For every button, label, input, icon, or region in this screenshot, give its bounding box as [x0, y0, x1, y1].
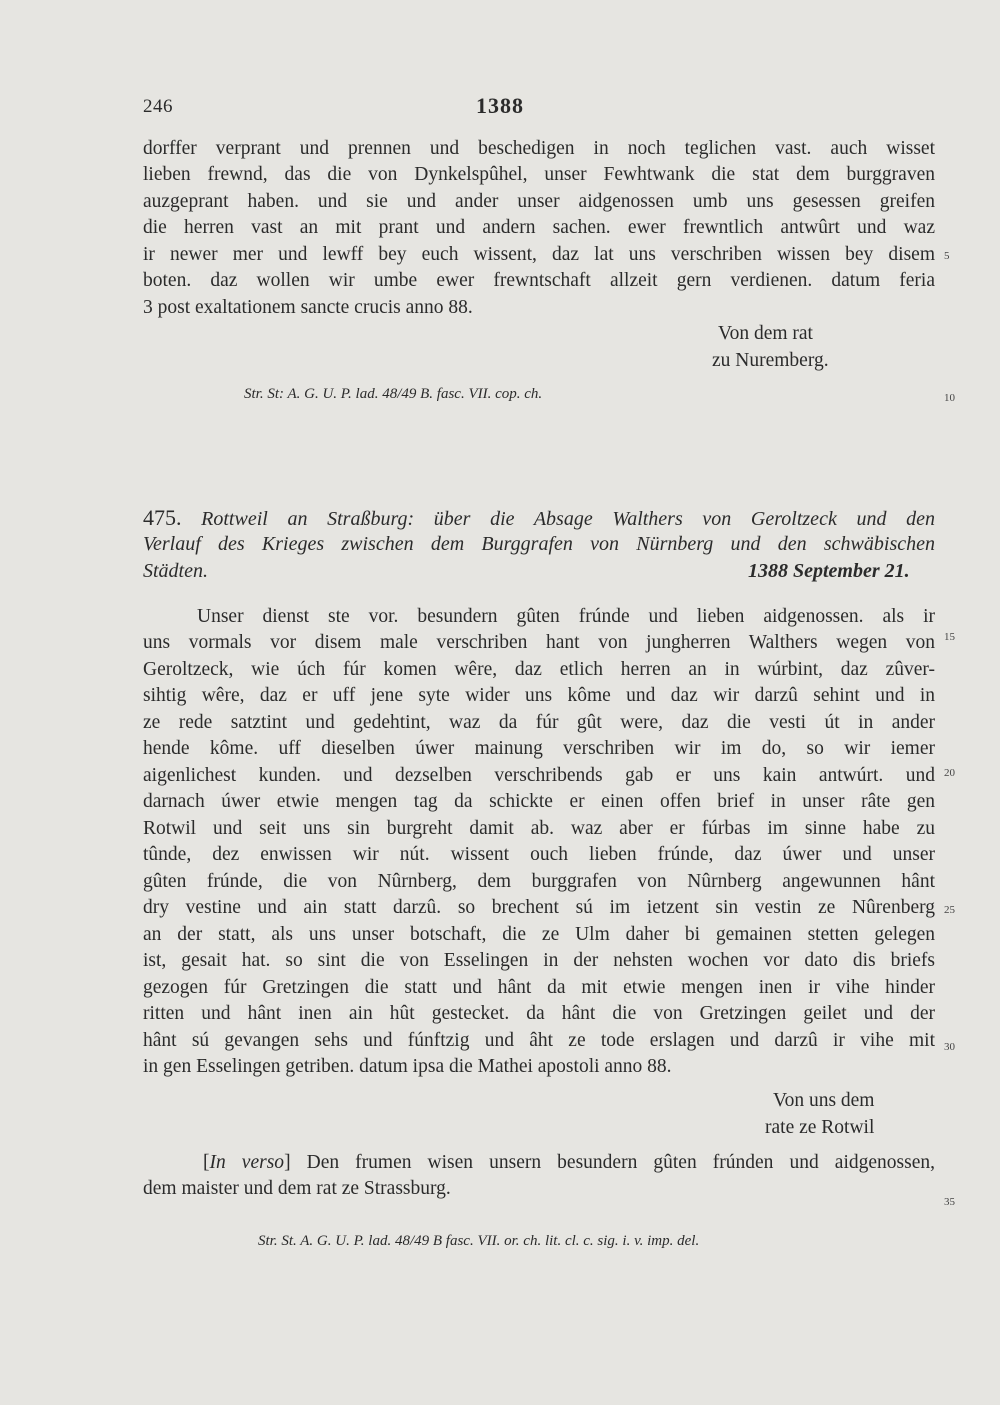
running-head-year: 1388 — [476, 93, 524, 118]
verso-text: Den frumen wisen unsern besundern gûten frúnden und aidgenossen, — [306, 1152, 935, 1173]
text-line: an der statt, als uns unser botschaft, die ze Ulm daher bi gemainen stetten gelegen — [143, 924, 935, 945]
source-citation: Str. St. A. G. U. P. lad. 48/49 B fasc. VII. or. ch. lit. cl. c. sig. i. v. imp. del. — [258, 1233, 700, 1249]
document-heading-line-1 — [143, 504, 935, 533]
heading-text: Städten. — [143, 560, 208, 582]
text-line: dorffer verprant und prennen und beschedigen in noch teglichen vast. auch wisset — [143, 138, 935, 159]
text-line: ist, gesait hat. so sint die von Esselingen in der nehsten wochen vor dato dis briefs — [143, 950, 935, 971]
text-line: dry vestine und ain statt darzû. so brechent sú im ietzent sin vestin ze Nûrenberg — [143, 897, 935, 918]
heading-text: Rottweil an Straßburg: über die Absage Walthers von Geroltzeck und den — [201, 508, 935, 530]
page-number: 246 — [143, 96, 173, 117]
text-line: die herren vast an mit prant und andern sachen. ewer frewntlich antwûrt und waz — [143, 217, 935, 238]
line-number: 5 — [944, 250, 950, 262]
signature-line: rate ze Rotwil — [765, 1117, 875, 1138]
text-line: lieben frewnd, das die von Dynkelspûhel, unser Fewhtwank die stat dem burggraven — [143, 164, 935, 185]
verso-line-1: [In verso] Den frumen wisen unsern besundern gûten frúnden und aidgenossen, — [203, 1152, 935, 1173]
text-line: sihtig wêre, daz er uff jene syte wider uns kôme und daz wir darzû sehint und in — [143, 685, 935, 706]
document-date: 1388 September 21. — [748, 560, 910, 582]
signature-line: Von uns dem — [773, 1090, 875, 1111]
text-line: hânt sú gevangen sehs und fúnftzig und âht ze tode erslagen und darzû ir vihe mit — [143, 1030, 935, 1051]
text-line: ir newer mer und lewff bey euch wissent, daz lat uns verschriben wissen bey disem — [143, 244, 935, 265]
signature-line: Von dem rat — [718, 323, 813, 344]
text-line: aigenlichest kunden. und dezselben verschribends gab er uns kain antwúrt. und — [143, 765, 935, 786]
text-line: hende kôme. uff dieselben úwer mainung verschriben wir im do, so wir iemer — [143, 738, 935, 759]
verso-label: In verso — [209, 1152, 285, 1173]
line-number: 10 — [944, 392, 955, 404]
text-line: Unser dienst ste vor. besundern gûten frúnde und lieben aidgenossen. als ir — [197, 606, 935, 627]
text-line: tûnde, dez enwissen wir nút. wissent ouch lieben frúnde, daz úwer und unser — [143, 844, 935, 865]
text-line: gezogen fúr Gretzingen die statt und hânt da mit etwie mengen inen ir vihe hinder — [143, 977, 935, 998]
line-number: 35 — [944, 1196, 955, 1208]
line-number: 20 — [944, 767, 955, 779]
line-number: 30 — [944, 1041, 955, 1053]
text-line: Rotwil und seit uns sin burgreht damit ab. waz aber er fúrbas im sinne habe zu — [143, 818, 935, 839]
text-line: auzgeprant haben. und sie und ander unser aidgenossen umb uns gesessen greifen — [143, 191, 935, 212]
line-number: 25 — [944, 904, 955, 916]
text-line: Geroltzeck, wie úch fúr komen wêre, daz etlich herren an in wúrbint, daz zûver- — [143, 659, 935, 680]
text-line: boten. daz wollen wir umbe ewer frewntschaft allzeit gern verdienen. datum feria — [143, 270, 935, 291]
text-line: gûten frúnde, die von Nûrnberg, dem burggrafen von Nûrnberg angewunnen hânt — [143, 871, 935, 892]
text-line: ritten und hânt inen ain hût gestecket. da hânt die von Gretzingen geilet und der — [143, 1003, 935, 1024]
source-citation: Str. St: A. G. U. P. lad. 48/49 B. fasc. VII. cop. ch. — [244, 386, 543, 402]
text-line: in gen Esselingen getriben. datum ipsa die Mathei apostoli anno 88. — [143, 1056, 672, 1077]
text-line: uns vormals vor disem male verschriben hant von jungherren Walthers wegen von — [143, 632, 935, 653]
heading-text: Verlauf des Krieges zwischen dem Burggrafen von Nürnberg und den schwäbischen — [143, 533, 935, 555]
document-number: 475. — [143, 505, 182, 530]
text-line: darnach úwer etwie mengen tag da schickte er einen offen brief in unser râte gen — [143, 791, 935, 812]
line-number: 15 — [944, 631, 955, 643]
text-line: 3 post exaltationem sancte crucis anno 88. — [143, 297, 473, 318]
signature-line: zu Nuremberg. — [712, 350, 829, 371]
text-line: ze rede satztint und gedehtint, waz da fúr gût were, daz die vesti út in ander — [143, 712, 935, 733]
verso-text: dem maister und dem rat ze Strassburg. — [143, 1178, 451, 1199]
